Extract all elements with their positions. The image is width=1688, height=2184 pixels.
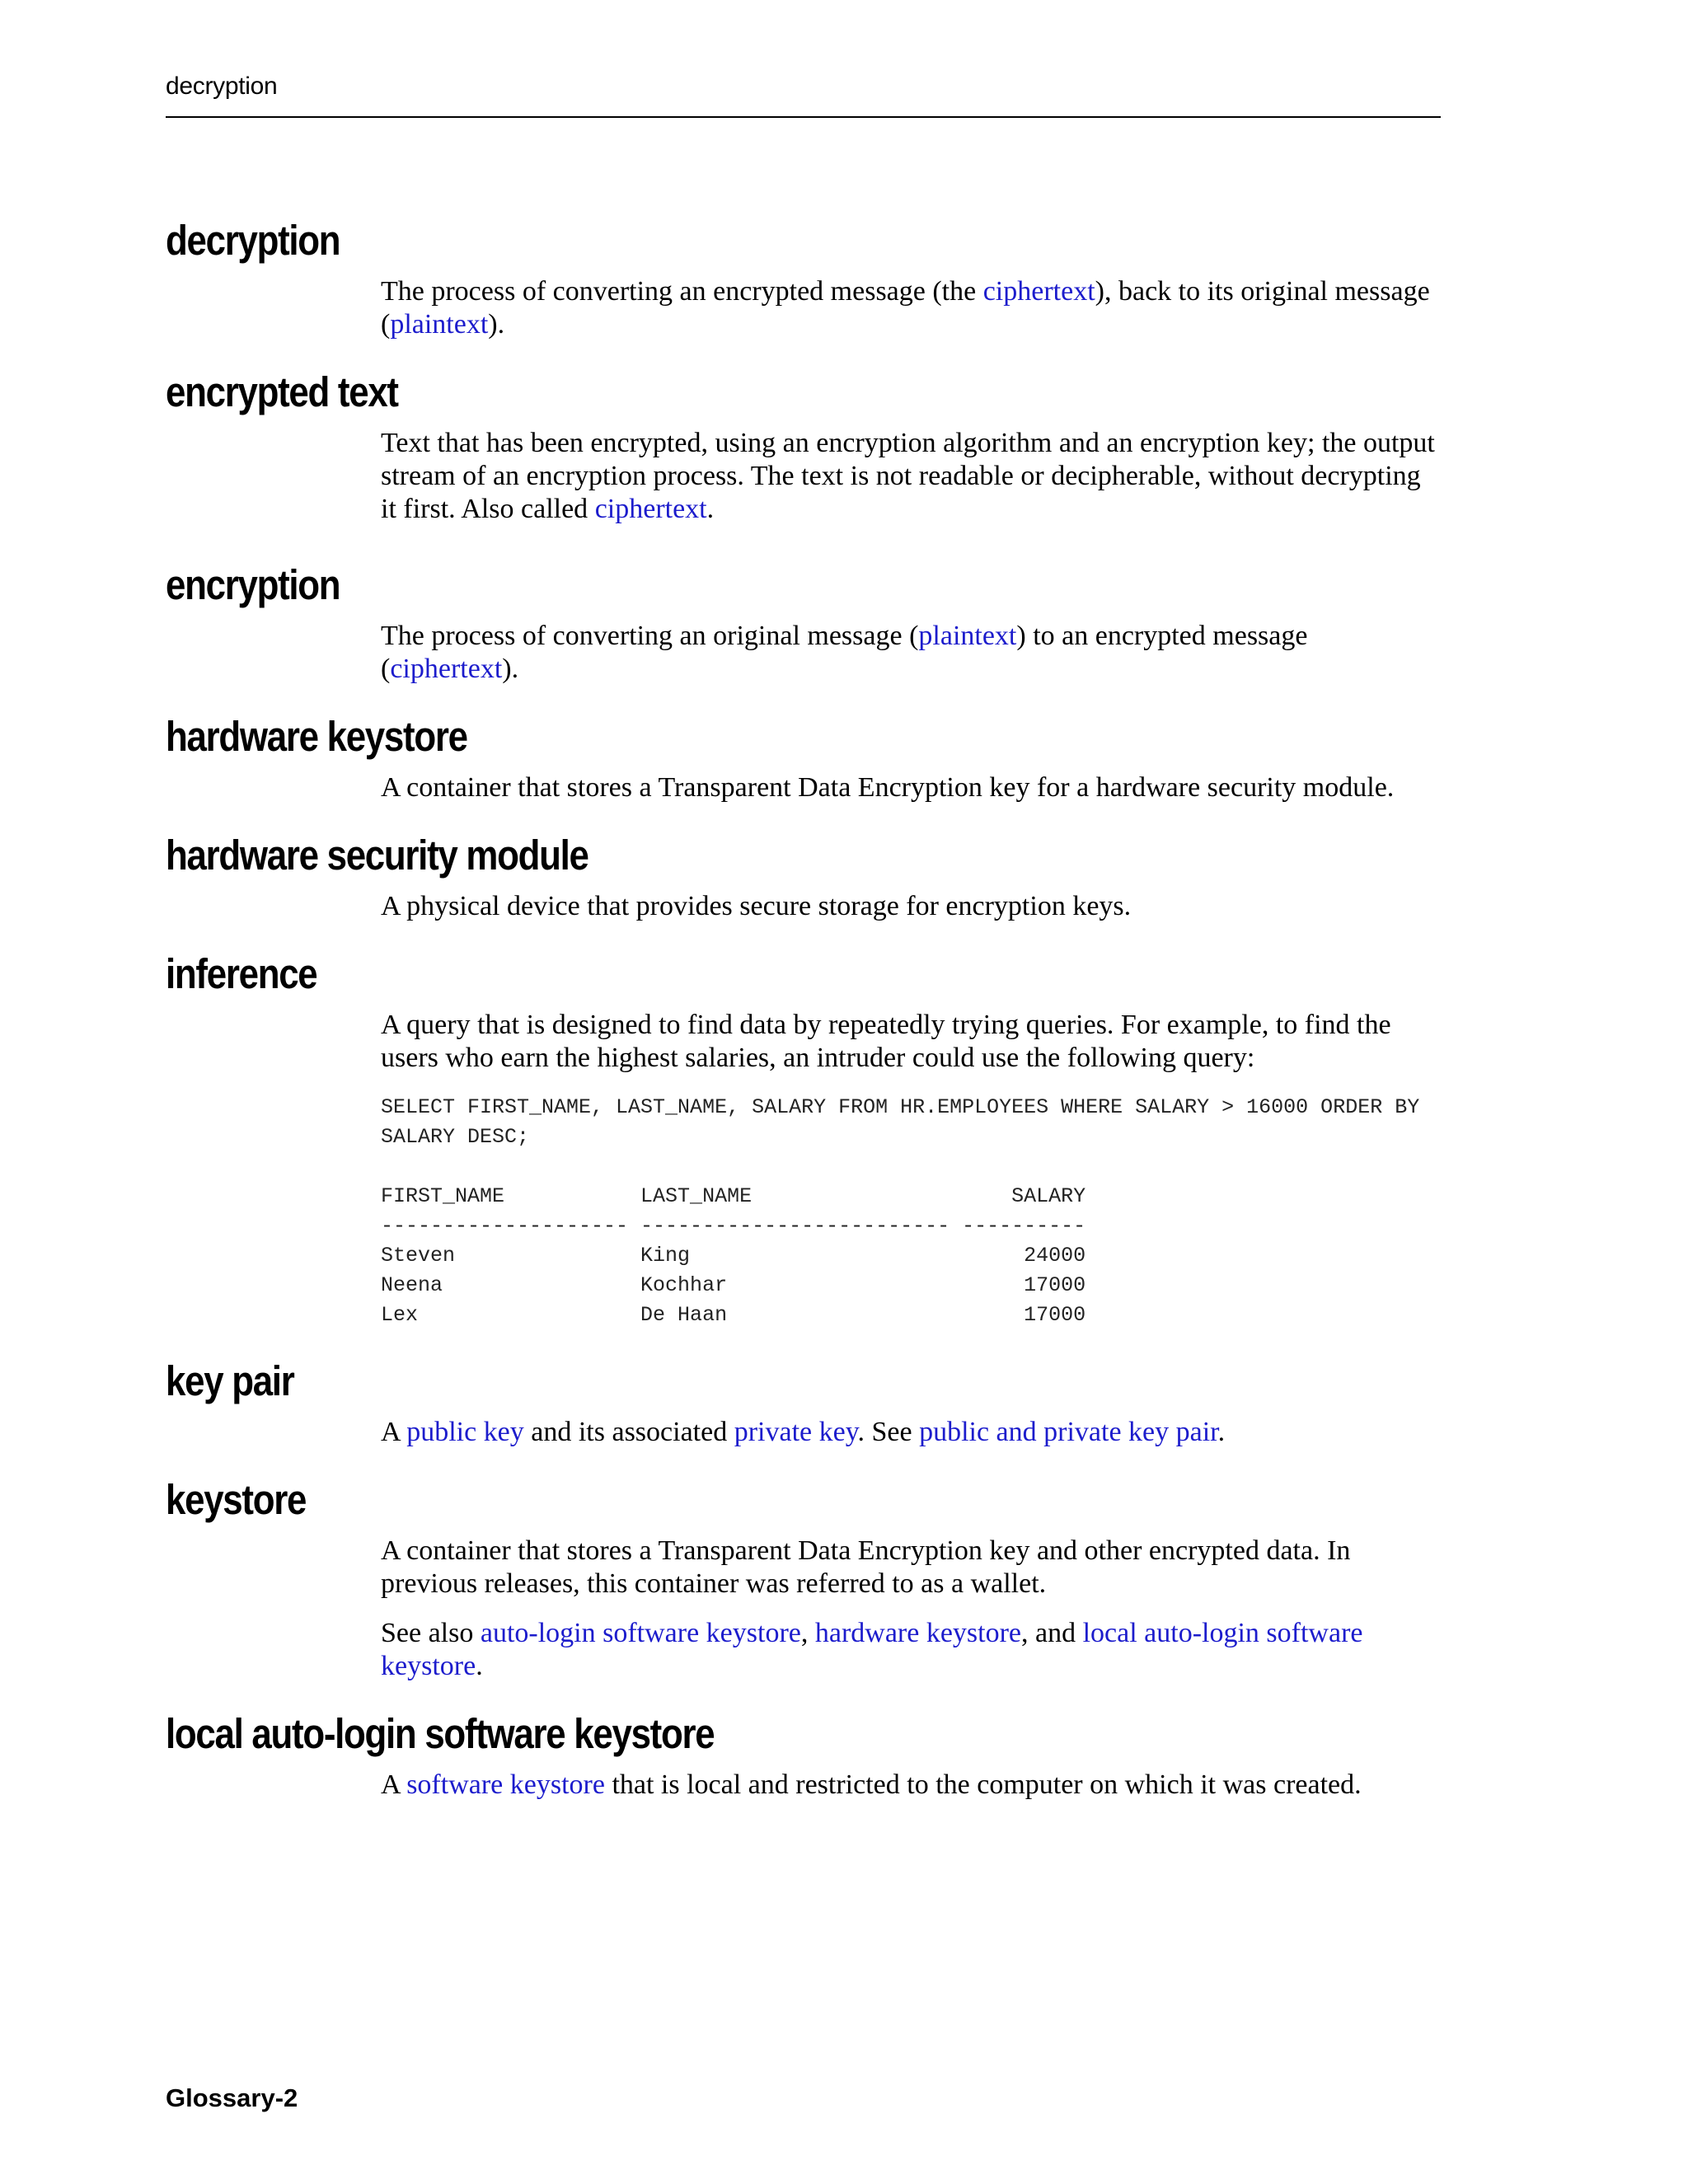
term-heading: decryption bbox=[166, 217, 340, 264]
link-hardware-keystore[interactable]: hardware keystore bbox=[814, 1618, 1022, 1648]
definition bbox=[381, 1009, 1441, 1330]
text-run: ), back to its original message ( bbox=[381, 276, 1430, 340]
definition-paragraph bbox=[381, 275, 1441, 341]
header-rule bbox=[166, 116, 1441, 118]
link-plaintext[interactable]: plaintext bbox=[390, 309, 489, 340]
link-ciphertext[interactable]: ciphertext bbox=[390, 654, 503, 684]
definition-paragraph bbox=[381, 427, 1441, 526]
text-run: . bbox=[1217, 1417, 1226, 1447]
entry-decryption bbox=[166, 211, 1441, 341]
text-run: The process of converting an original message ( bbox=[381, 621, 919, 651]
definition bbox=[381, 620, 1441, 686]
definition-paragraph bbox=[381, 1416, 1441, 1449]
entry-encryption bbox=[166, 555, 1441, 686]
term-heading: encryption bbox=[166, 561, 340, 608]
term-heading: hardware keystore bbox=[166, 713, 467, 760]
definition bbox=[381, 275, 1441, 341]
link-software-keystore[interactable]: software keystore bbox=[406, 1769, 605, 1800]
text-run: that is local and restricted to the computer on which it was created. bbox=[604, 1769, 1362, 1800]
link-ciphertext[interactable]: ciphertext bbox=[594, 494, 707, 524]
definition-paragraph-see-also bbox=[381, 1617, 1441, 1683]
page-number: Glossary-2 bbox=[166, 2083, 298, 2112]
definition-paragraph bbox=[381, 620, 1441, 686]
entry-hardware-keystore bbox=[166, 707, 1441, 804]
definition bbox=[381, 1535, 1441, 1683]
definition bbox=[381, 771, 1441, 804]
entry-encrypted-text bbox=[166, 363, 1441, 526]
link-ciphertext[interactable]: ciphertext bbox=[982, 276, 1095, 307]
entry-hardware-security-module bbox=[166, 826, 1441, 923]
text-run: A bbox=[381, 1417, 407, 1447]
text-run: and its associated bbox=[523, 1417, 734, 1447]
link-local-auto-login-software-keystore[interactable]: local auto-login software keystore bbox=[381, 1618, 1363, 1681]
term-heading: inference bbox=[166, 950, 317, 997]
running-header: decryption bbox=[166, 73, 278, 100]
text-run: . bbox=[476, 1651, 483, 1681]
text-run: ) to an encrypted message ( bbox=[381, 621, 1308, 684]
text-run: See also bbox=[381, 1618, 481, 1648]
text-run: A bbox=[381, 1769, 407, 1800]
term-heading: keystore bbox=[166, 1476, 307, 1523]
text-run: . See bbox=[857, 1417, 920, 1447]
link-auto-login-software-keystore[interactable]: auto-login software keystore bbox=[480, 1618, 801, 1648]
definition bbox=[381, 1416, 1441, 1449]
term-heading: local auto-login software keystore bbox=[166, 1710, 715, 1757]
code-example-query: SELECT FIRST_NAME, LAST_NAME, SALARY FROM HR.EMPLOYEES WHERE SALARY > 16000 ORDER BY SALARY DESC; bbox=[381, 1095, 1420, 1149]
definition bbox=[381, 890, 1441, 923]
link-public-key[interactable]: public key bbox=[406, 1417, 524, 1447]
entry-local-auto-login-software-keystore bbox=[166, 1704, 1441, 1802]
glossary-entries bbox=[166, 211, 1441, 1802]
text-run: ). bbox=[488, 309, 505, 340]
link-public-and-private-key-pair[interactable]: public and private key pair bbox=[919, 1417, 1218, 1447]
text-run: . bbox=[706, 494, 715, 524]
text-run: , and bbox=[1021, 1618, 1083, 1648]
text-run: Text that has been encrypted, using an encryption algorithm and an encryption key; the output stream of an encryption process. The text is not readable or decipherable, without decrypting it first. Also called bbox=[381, 428, 1435, 524]
definition-paragraph: A query that is designed to find data by repeatedly trying queries. For example, to find the users who earn the highest salaries, an intruder could use the following query: bbox=[381, 1010, 1391, 1073]
code-example-result: FIRST_NAME LAST_NAME SALARY -------------------- ------------------------- ---------- Steven King 24000 Neena Kochhar 17000 Lex De Haan 17000 bbox=[381, 1184, 1086, 1327]
term-heading: hardware security module bbox=[166, 832, 588, 879]
text-run: The process of converting an encrypted message (the bbox=[381, 276, 983, 307]
entry-inference bbox=[166, 944, 1441, 1330]
definition-paragraph bbox=[381, 1769, 1441, 1802]
text-run: , bbox=[800, 1618, 815, 1648]
link-plaintext[interactable]: plaintext bbox=[918, 621, 1017, 651]
entry-key-pair bbox=[166, 1352, 1441, 1449]
definition-paragraph: A physical device that provides secure storage for encryption keys. bbox=[381, 891, 1132, 921]
entry-keystore bbox=[166, 1470, 1441, 1683]
term-heading: key pair bbox=[166, 1357, 294, 1404]
definition bbox=[381, 1769, 1441, 1802]
definition bbox=[381, 427, 1441, 526]
definition-paragraph: A container that stores a Transparent Data Encryption key and other encrypted data. In previous releases, this container was referred to as a wallet. bbox=[381, 1535, 1351, 1599]
text-run: ). bbox=[502, 654, 519, 684]
term-heading: encrypted text bbox=[166, 368, 398, 415]
link-private-key[interactable]: private key bbox=[734, 1417, 858, 1447]
definition-paragraph: A container that stores a Transparent Data Encryption key for a hardware security module. bbox=[381, 772, 1395, 803]
